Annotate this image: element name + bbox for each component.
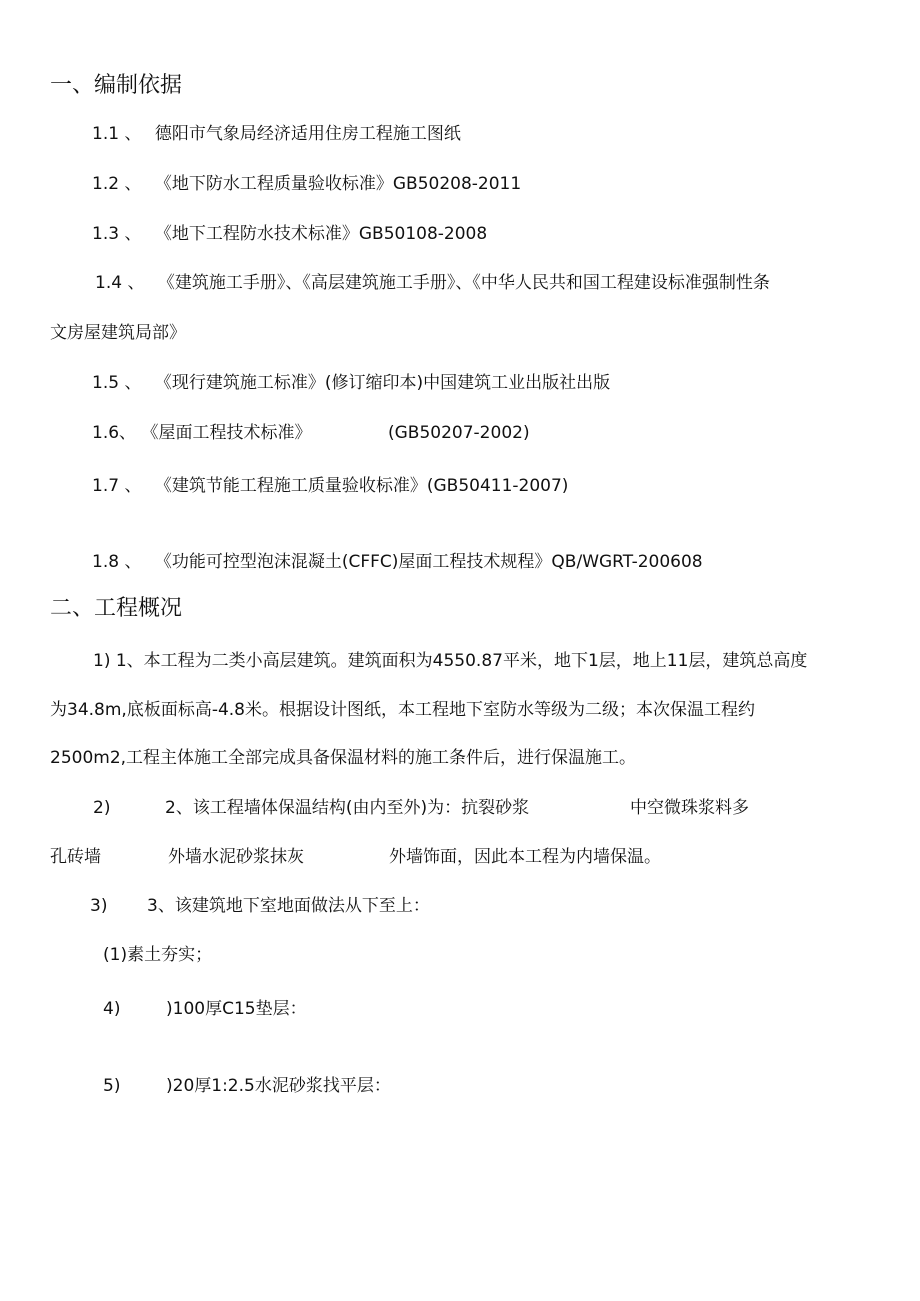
paragraph-4-text: )100厚C15垫层： (166, 999, 307, 1019)
item-number: 1.2 、 (92, 174, 142, 194)
paragraph-3-number: 3) (90, 896, 108, 916)
list-item-1-1 (92, 123, 461, 145)
list-item-1-5 (92, 372, 610, 394)
paragraph-2-text-d: 外墙水泥砂浆抹灰 (168, 847, 304, 867)
paragraph-3-subitem: (1)素土夯实； (103, 945, 213, 965)
paragraph-2-number: 2) (93, 798, 111, 818)
item-text: 德阳市气象局经济适用住房工程施工图纸 (154, 124, 461, 144)
paragraph-1-line-2: 为34.8m,底板面标高-4.8米。根据设计图纸，本工程地下室防水等级为二级；本次保温工程约 (50, 700, 755, 720)
section-heading-2: 二、工程概况 (50, 596, 183, 621)
item-number: 1.4 、 (95, 273, 145, 293)
item-number: 1.5 、 (92, 373, 142, 393)
item-text: 《屋面工程技术标准》 (141, 423, 312, 443)
list-item-1-6 (92, 422, 311, 444)
item-number: 1.1 、 (92, 124, 142, 144)
item-text: 《地下防水工程质量验收标准》GB50208-2011 (154, 174, 522, 194)
paragraph-2-text-b: 中空微珠浆料多 (630, 798, 749, 818)
section-heading-1: 一、编制依据 (50, 73, 183, 98)
item-text: 《功能可控型泡沫混凝土(CFFC)屋面工程技术规程》QB/WGRT-200608 (154, 552, 703, 572)
list-item-1-2 (92, 173, 521, 195)
item-text: 《地下工程防水技术标准》GB50108-2008 (154, 224, 488, 244)
paragraph-2-text-a: 2、该工程墙体保温结构(由内至外)为：抗裂砂浆 (165, 798, 530, 818)
list-item-1-4-continuation: 文房屋建筑局部》 (50, 323, 186, 343)
item-number: 1.8 、 (92, 552, 142, 572)
item-text: 《建筑施工手册》、《高层建筑施工手册》、《中华人民共和国工程建设标准强制性条 (157, 273, 770, 293)
paragraph-3-text: 3、该建筑地下室地面做法从下至上： (147, 896, 430, 916)
list-item-1-3 (92, 223, 487, 245)
paragraph-5-number: 5) (103, 1076, 121, 1096)
item-number: 1.7 、 (92, 476, 142, 496)
item-code: (GB50207-2002) (388, 423, 530, 443)
item-text: 《现行建筑施工标准》(修订缩印本)中国建筑工业出版社出版 (154, 373, 611, 393)
paragraph-1-line-3: 2500m2,工程主体施工全部完成具备保温材料的施工条件后，进行保温施工。 (50, 748, 637, 768)
item-number: 1.3 、 (92, 224, 142, 244)
paragraph-2-text-c: 孔砖墙 (50, 847, 101, 867)
list-item-1-7 (92, 475, 568, 497)
paragraph-1-line-1: 1) 1、本工程为二类小高层建筑。建筑面积为4550.87平米，地下1层，地上11层，建筑总高度 (93, 651, 808, 671)
paragraph-4-number: 4) (103, 999, 121, 1019)
paragraph-5-text: )20厚1:2.5水泥砂浆找平层： (166, 1076, 391, 1096)
item-number: 1.6、 (92, 423, 137, 443)
list-item-1-8 (92, 551, 703, 573)
paragraph-2-text-e: 外墙饰面，因此本工程为内墙保温。 (389, 847, 661, 867)
item-text: 《建筑节能工程施工质量验收标准》(GB50411-2007) (154, 476, 569, 496)
list-item-1-4 (95, 272, 770, 294)
